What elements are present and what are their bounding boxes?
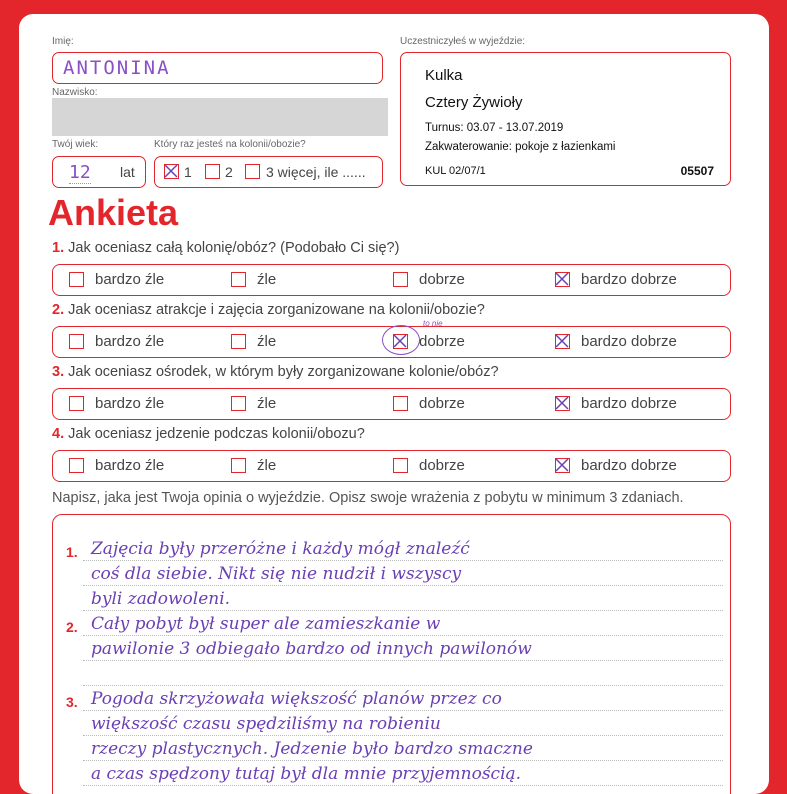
option-checkbox[interactable] bbox=[69, 458, 84, 473]
age-label: Twój wiek: bbox=[52, 139, 99, 150]
times-option-1: 1 bbox=[184, 164, 192, 180]
check-mark-icon bbox=[164, 164, 178, 178]
question-label: Jak oceniasz całą kolonię/obóz? (Podobało Ci się?) bbox=[68, 240, 400, 256]
name-field[interactable] bbox=[52, 52, 383, 84]
option-label: bardzo źle bbox=[95, 333, 165, 350]
ruled-line bbox=[83, 610, 723, 611]
option-checkbox[interactable] bbox=[69, 272, 84, 287]
question-3-text bbox=[52, 364, 499, 380]
option-label: dobrze bbox=[419, 395, 465, 412]
ruled-line bbox=[83, 660, 723, 661]
option-label: bardzo dobrze bbox=[581, 333, 677, 350]
participant-label: Uczestniczyłeś w wyjeździe: bbox=[400, 36, 526, 47]
ruled-line bbox=[83, 710, 723, 711]
option-checkbox[interactable] bbox=[231, 272, 246, 287]
option-label: bardzo dobrze bbox=[581, 457, 677, 474]
question-3-options bbox=[52, 388, 731, 420]
question-1-text bbox=[52, 240, 399, 256]
option-checkbox[interactable] bbox=[555, 272, 570, 287]
trip-code: KUL 02/07/1 bbox=[425, 165, 486, 177]
option-label: bardzo dobrze bbox=[581, 271, 677, 288]
times-option-3: 3 więcej, ile ...... bbox=[266, 164, 366, 180]
age-value: 12 bbox=[69, 162, 91, 183]
option-label: bardzo dobrze bbox=[581, 395, 677, 412]
option-checkbox[interactable] bbox=[231, 396, 246, 411]
question-number: 3. bbox=[52, 364, 65, 380]
name-value: ANTONINA bbox=[63, 57, 171, 79]
option-label: bardzo źle bbox=[95, 457, 165, 474]
option-label: źle bbox=[257, 457, 277, 474]
question-2-text bbox=[52, 302, 485, 318]
age-field[interactable] bbox=[52, 156, 146, 188]
option-checkbox[interactable] bbox=[393, 272, 408, 287]
times-checkbox-3[interactable] bbox=[245, 164, 260, 179]
handwritten-line: Zajęcia były przeróżne i każdy mógł znaleźć bbox=[91, 539, 470, 559]
page-title: Ankieta bbox=[48, 192, 179, 233]
option-label: dobrze bbox=[419, 333, 465, 350]
option-label: źle bbox=[257, 395, 277, 412]
handwritten-line: coś dla siebie. Nikt się nie nudził i wszyscy bbox=[91, 564, 462, 584]
ruled-line bbox=[83, 560, 723, 561]
option-checkbox[interactable] bbox=[69, 396, 84, 411]
survey-sheet bbox=[19, 14, 769, 794]
check-mark-icon bbox=[555, 334, 569, 348]
check-mark-icon bbox=[555, 458, 569, 472]
question-number: 4. bbox=[52, 426, 65, 442]
handwritten-line: rzeczy plastycznych. Jedzenie było bardzo smaczne bbox=[91, 739, 533, 759]
trip-line2: Cztery Żywioły bbox=[425, 94, 523, 111]
trip-accommodation: Zakwaterowanie: pokoje z łazienkami bbox=[425, 141, 616, 153]
handwritten-line: a czas spędzony tutaj był dla mnie przyjemnością. bbox=[91, 764, 522, 784]
check-mark-icon bbox=[555, 272, 569, 286]
option-checkbox[interactable] bbox=[231, 334, 246, 349]
option-label: źle bbox=[257, 271, 277, 288]
ruled-line bbox=[83, 735, 723, 736]
opinion-number: 2. bbox=[66, 619, 78, 635]
option-checkbox[interactable] bbox=[393, 396, 408, 411]
question-number: 1. bbox=[52, 240, 65, 256]
question-1-options bbox=[52, 264, 731, 296]
question-4-options bbox=[52, 450, 731, 482]
handwritten-line: Pogoda skrzyżowała większość planów przez co bbox=[91, 689, 502, 709]
check-mark-icon bbox=[555, 396, 569, 410]
surname-redacted bbox=[52, 98, 388, 136]
ruled-line bbox=[83, 785, 723, 786]
opinion-number: 1. bbox=[66, 544, 78, 560]
option-checkbox[interactable] bbox=[393, 458, 408, 473]
option-label: źle bbox=[257, 333, 277, 350]
times-checkbox-2[interactable] bbox=[205, 164, 220, 179]
handwritten-line: Cały pobyt był super ale zamieszkanie w bbox=[91, 614, 441, 634]
question-2-options bbox=[52, 319, 731, 358]
times-label: Który raz jesteś na kolonii/obozie? bbox=[154, 139, 306, 150]
opinion-number: 3. bbox=[66, 694, 78, 710]
option-checkbox[interactable] bbox=[555, 458, 570, 473]
trip-line1: Kulka bbox=[425, 67, 463, 84]
times-field bbox=[154, 156, 383, 188]
trip-number: 05507 bbox=[680, 164, 714, 178]
times-checkbox-1[interactable] bbox=[164, 164, 179, 179]
ruled-line bbox=[83, 635, 723, 636]
option-label: bardzo źle bbox=[95, 271, 165, 288]
question-label: Jak oceniasz jedzenie podczas kolonii/obozu? bbox=[68, 426, 365, 442]
ruled-line bbox=[83, 685, 723, 686]
handwritten-note: to nie bbox=[423, 319, 443, 328]
ruled-line bbox=[83, 585, 723, 586]
name-label: Imię: bbox=[52, 36, 74, 47]
surname-label: Nazwisko: bbox=[52, 87, 98, 98]
option-checkbox[interactable] bbox=[69, 334, 84, 349]
age-unit: lat bbox=[120, 164, 135, 180]
trip-turnus: Turnus: 03.07 - 13.07.2019 bbox=[425, 122, 564, 134]
question-number: 2. bbox=[52, 302, 65, 318]
option-label: dobrze bbox=[419, 271, 465, 288]
option-label: bardzo źle bbox=[95, 395, 165, 412]
times-option-2: 2 bbox=[225, 164, 233, 180]
ruled-line bbox=[83, 760, 723, 761]
trip-info-box bbox=[400, 52, 731, 186]
opinion-prompt: Napisz, jaka jest Twoja opinia o wyjeździe. Opisz swoje wrażenia z pobytu w minimum 3 zdaniach. bbox=[52, 490, 684, 506]
question-label: Jak oceniasz atrakcje i zajęcia zorganizowane na kolonii/obozie? bbox=[68, 302, 485, 318]
handwritten-line: większość czasu spędziliśmy na robieniu bbox=[91, 714, 441, 734]
option-checkbox[interactable] bbox=[231, 458, 246, 473]
question-4-text bbox=[52, 426, 365, 442]
handwritten-line: byli zadowoleni. bbox=[91, 589, 231, 609]
question-label: Jak oceniasz ośrodek, w którym były zorganizowane kolonie/obóz? bbox=[68, 364, 499, 380]
option-checkbox[interactable] bbox=[555, 334, 570, 349]
option-label: dobrze bbox=[419, 457, 465, 474]
hand-drawn-circle bbox=[382, 325, 420, 355]
handwritten-line: pawilonie 3 odbiegało bardzo od innych pawilonów bbox=[91, 639, 532, 659]
option-checkbox[interactable] bbox=[555, 396, 570, 411]
